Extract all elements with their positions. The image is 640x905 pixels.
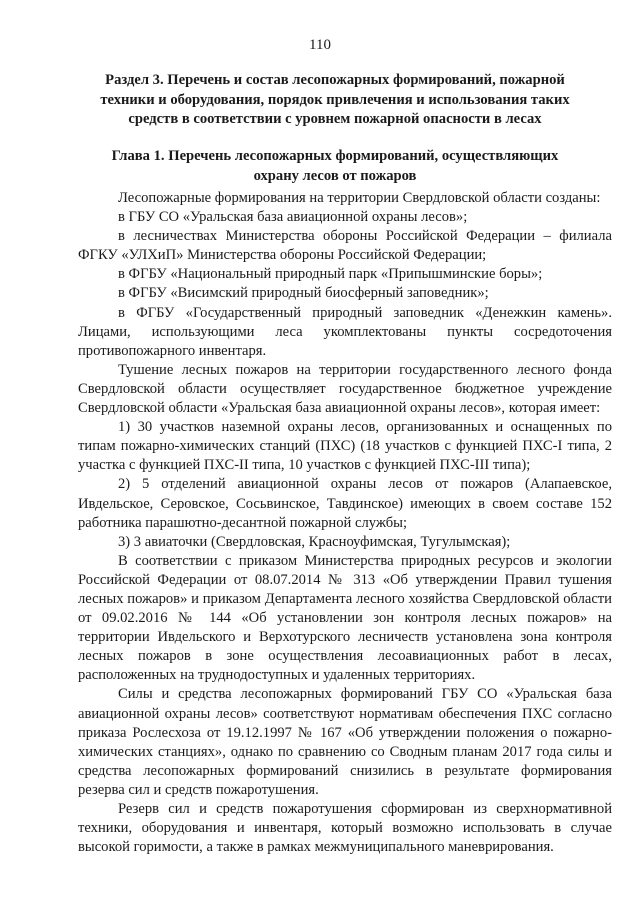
section-title: Раздел 3. Перечень и состав лесопожарных формирований, пожарной техники и оборудования, порядок привлечения и использования таких средств в соответствии с уровнем пожарной опасности в лесах [100, 72, 570, 127]
list-item: в ГБУ СО «Уральская база авиационной охраны лесов»; [118, 209, 468, 226]
paragraph: Тушение лесных пожаров на территории государственного лесного фонда Свердловской области осуществляет государственное бюджетное учреждение Свердловской области «Уральская база авиационной охраны лесов», которая имеет: [78, 361, 612, 417]
paragraph: Силы и средства лесопожарных формирований ГБУ СО «Уральская база авиационной охраны лесов» соответствуют нормативам обеспечения ПХС согласно приказа Рослесхоза от 19.12.1997 № 167 «Об утверждении положения о пожарно-химических станциях», однако по сравнению со Сводным планам 2017 года силы и средства лесопожарных формирований снизились в результате формирования резерва сил и средств пожаротушения. [78, 686, 612, 798]
list-item: в ФГБУ «Национальный природный парк «Припышминские боры»; [118, 266, 543, 283]
list-item: в ФГБУ «Государственный природный заповедник «Денежкин камень». Лицами, использующими леса укомплектованы пункты сосредоточения противопожарного инвентаря. [78, 304, 612, 359]
body-text [78, 189, 612, 857]
list-item: в лесничествах Министерства обороны Российской Федерации – филиала ФГКУ «УЛХиП» Министерства обороны Российской Федерации; [78, 228, 612, 264]
page-number: 110 [309, 37, 331, 53]
list-item: 3) 3 авиаточки (Свердловская, Красноуфимская, Тугулымская); [118, 533, 511, 550]
chapter-title: Глава 1. Перечень лесопожарных формирований, осуществляющих охрану лесов от пожаров [111, 148, 559, 184]
list-item: 2) 5 отделений авиационной охраны лесов от пожаров (Алапаевское, Ивдельское, Серовское, Сосьвинское, Тавдинское) имеющих в своем составе 152 работника парашютно-десантной пожарной службы; [78, 476, 612, 531]
paragraph: Резерв сил и средств пожаротушения сформирован из сверхнормативной техники, оборудования и инвентаря, который возможно использовать в случае высокой горимости, а также в рамках межмуниципального маневрирования. [78, 801, 612, 856]
list-item: 1) 30 участков наземной охраны лесов, организованных и оснащенных по типам пожарно-химических станций (ПХС) (18 участков с функцией ПХС-I типа, 2 участка с функцией ПХС-II типа, 10 участков с функцией ПХС-III типа); [78, 419, 612, 474]
paragraph: Лесопожарные формирования на территории Свердловской области созданы: [118, 190, 601, 206]
list-item: в ФГБУ «Висимский природный биосферный заповедник»; [118, 285, 489, 302]
paragraph: В соответствии с приказом Министерства природных ресурсов и экологии Российской Федерации от 08.07.2014 № 313 «Об утверждении Правил тушения лесных пожаров» и приказом Департамента лесного хозяйства Свердловской области от 09.02.2016 № 144 «Об установлении зон контроля лесных пожаров» на территории Ивдельского и Верхотурского лесничеств установлена зона контроля лесных пожаров в зоне осуществления лесоавиационных работ в лесах, расположенных на труднодоступных и удаленных территориях. [78, 552, 612, 684]
